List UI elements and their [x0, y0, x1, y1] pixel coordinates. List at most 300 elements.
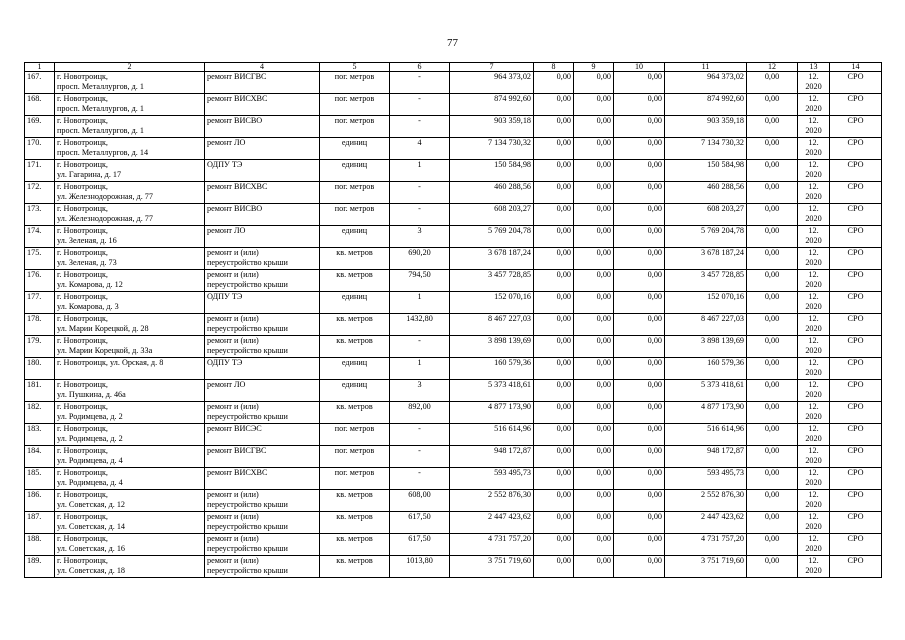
- value-cell: 0,00: [574, 512, 614, 534]
- deadline-cell-line: 12.: [808, 336, 819, 345]
- work-type-cell-line: ОДПУ ТЭ: [207, 358, 243, 367]
- work-type-cell-line: переустройство крыши: [207, 543, 288, 553]
- deadline-cell: [798, 358, 830, 380]
- total-cost-cell: 160 579,36: [450, 358, 534, 380]
- unit-cell: кв. метров: [320, 270, 390, 292]
- value-cell: 0,00: [574, 446, 614, 468]
- value-cell: 0,00: [574, 314, 614, 336]
- work-type-cell: [205, 468, 320, 490]
- address-cell-line: ул. Советская, д. 16: [57, 543, 126, 553]
- total-cost-cell: 150 584,98: [450, 160, 534, 182]
- deadline-cell-line: 2020: [805, 169, 822, 179]
- deadline-cell-line: 2020: [805, 499, 822, 509]
- row-number: 178.: [25, 314, 55, 336]
- table-row: [25, 270, 882, 292]
- work-type-cell: [205, 160, 320, 182]
- work-type-cell-line: ремонт и (или): [207, 556, 259, 565]
- address-cell-line: ул. Гагарина, д. 17: [57, 169, 122, 179]
- value-cell: 0,00: [534, 336, 574, 358]
- address-cell-line: ул. Советская, д. 14: [57, 521, 126, 531]
- deadline-cell-line: 12.: [808, 556, 819, 565]
- address-cell: [55, 138, 205, 160]
- quantity-cell: 617,50: [390, 534, 450, 556]
- quantity-cell: -: [390, 468, 450, 490]
- row-number: 169.: [25, 116, 55, 138]
- deadline-cell-line: 12.: [808, 490, 819, 499]
- cost-cell: 2 552 876,30: [665, 490, 747, 512]
- address-cell-line: просп. Металлургов, д. 1: [57, 103, 144, 113]
- deadline-cell-line: 12.: [808, 116, 819, 125]
- cost-cell: 903 359,18: [665, 116, 747, 138]
- quantity-cell: 3: [390, 380, 450, 402]
- quantity-cell: 617,50: [390, 512, 450, 534]
- value-cell: 0,00: [747, 424, 798, 446]
- table-row: [25, 424, 882, 446]
- work-type-cell: [205, 358, 320, 380]
- funding-source-cell: СРО: [830, 402, 882, 424]
- table-row: [25, 380, 882, 402]
- quantity-cell: 1013,80: [390, 556, 450, 578]
- deadline-cell: [798, 160, 830, 182]
- quantity-cell: -: [390, 204, 450, 226]
- deadline-cell: [798, 512, 830, 534]
- work-type-cell: [205, 490, 320, 512]
- deadline-cell: [798, 292, 830, 314]
- table-row: [25, 116, 882, 138]
- work-type-cell: [205, 314, 320, 336]
- table-row: [25, 204, 882, 226]
- address-cell-line: г. Новотроицк,: [57, 468, 108, 477]
- deadline-cell-line: 12.: [808, 402, 819, 411]
- deadline-cell-line: 2020: [805, 191, 822, 201]
- deadline-cell-line: 12.: [808, 204, 819, 213]
- unit-cell: единиц: [320, 226, 390, 248]
- cost-cell: 964 373,02: [665, 72, 747, 94]
- work-type-cell: [205, 380, 320, 402]
- total-cost-cell: 593 495,73: [450, 468, 534, 490]
- work-type-cell-line: переустройство крыши: [207, 345, 288, 355]
- work-type-cell-line: ремонт и (или): [207, 534, 259, 543]
- address-cell-line: г. Новотроицк,: [57, 336, 108, 345]
- value-cell: 0,00: [574, 94, 614, 116]
- deadline-cell: [798, 182, 830, 204]
- value-cell: 0,00: [574, 358, 614, 380]
- value-cell: 0,00: [747, 116, 798, 138]
- value-cell: 0,00: [574, 270, 614, 292]
- address-cell-line: г. Новотроицк,: [57, 226, 108, 235]
- address-cell: [55, 490, 205, 512]
- value-cell: 0,00: [614, 116, 665, 138]
- deadline-cell-line: 2020: [805, 235, 822, 245]
- address-cell-line: г. Новотроицк,: [57, 94, 108, 103]
- row-number: 177.: [25, 292, 55, 314]
- value-cell: 0,00: [534, 72, 574, 94]
- deadline-cell-line: 12.: [808, 248, 819, 257]
- row-number: 187.: [25, 512, 55, 534]
- table-row: [25, 160, 882, 182]
- unit-cell: кв. метров: [320, 248, 390, 270]
- address-cell-line: г. Новотроицк,: [57, 446, 108, 455]
- value-cell: 0,00: [747, 512, 798, 534]
- row-number: 171.: [25, 160, 55, 182]
- deadline-cell-line: 12.: [808, 160, 819, 169]
- value-cell: 0,00: [574, 116, 614, 138]
- value-cell: 0,00: [534, 314, 574, 336]
- work-type-cell: [205, 226, 320, 248]
- work-type-cell: [205, 204, 320, 226]
- cost-cell: 160 579,36: [665, 358, 747, 380]
- deadline-cell-line: 2020: [805, 411, 822, 421]
- work-type-cell-line: ремонт ВИСВО: [207, 204, 263, 213]
- unit-cell: кв. метров: [320, 512, 390, 534]
- value-cell: 0,00: [534, 204, 574, 226]
- cost-cell: 2 447 423,62: [665, 512, 747, 534]
- column-header: 13: [798, 63, 830, 72]
- work-type-cell-line: ремонт ЛО: [207, 226, 246, 235]
- address-cell: [55, 270, 205, 292]
- work-type-cell: [205, 248, 320, 270]
- total-cost-cell: 608 203,27: [450, 204, 534, 226]
- total-cost-cell: 4 877 173,90: [450, 402, 534, 424]
- deadline-cell-line: 12.: [808, 358, 819, 367]
- value-cell: 0,00: [747, 402, 798, 424]
- row-number: 175.: [25, 248, 55, 270]
- quantity-cell: 1: [390, 358, 450, 380]
- work-type-cell: [205, 336, 320, 358]
- deadline-cell-line: 12.: [808, 72, 819, 81]
- column-header: 5: [320, 63, 390, 72]
- total-cost-cell: 948 172,87: [450, 446, 534, 468]
- quantity-cell: 4: [390, 138, 450, 160]
- cost-cell: 593 495,73: [665, 468, 747, 490]
- work-type-cell-line: переустройство крыши: [207, 565, 288, 575]
- table-row: [25, 94, 882, 116]
- unit-cell: кв. метров: [320, 556, 390, 578]
- deadline-cell-line: 2020: [805, 103, 822, 113]
- value-cell: 0,00: [574, 490, 614, 512]
- unit-cell: кв. метров: [320, 402, 390, 424]
- value-cell: 0,00: [534, 116, 574, 138]
- unit-cell: единиц: [320, 138, 390, 160]
- work-type-cell: [205, 512, 320, 534]
- deadline-cell: [798, 490, 830, 512]
- address-cell-line: г. Новотроицк,: [57, 182, 108, 191]
- deadline-cell-line: 12.: [808, 512, 819, 521]
- row-number: 186.: [25, 490, 55, 512]
- value-cell: 0,00: [574, 226, 614, 248]
- value-cell: 0,00: [574, 248, 614, 270]
- quantity-cell: -: [390, 94, 450, 116]
- total-cost-cell: 3 678 187,24: [450, 248, 534, 270]
- unit-cell: кв. метров: [320, 534, 390, 556]
- address-cell-line: ул. Родимцева, д. 2: [57, 411, 123, 421]
- address-cell: [55, 468, 205, 490]
- cost-cell: 948 172,87: [665, 446, 747, 468]
- address-cell-line: г. Новотроицк,: [57, 556, 108, 565]
- address-cell-line: ул. Комарова, д. 12: [57, 279, 123, 289]
- row-number: 179.: [25, 336, 55, 358]
- funding-source-cell: СРО: [830, 358, 882, 380]
- value-cell: 0,00: [574, 380, 614, 402]
- total-cost-cell: 3 751 719,60: [450, 556, 534, 578]
- address-cell: [55, 160, 205, 182]
- value-cell: 0,00: [614, 402, 665, 424]
- address-cell-line: ул. Марии Корецкой, д. 28: [57, 323, 149, 333]
- value-cell: 0,00: [614, 534, 665, 556]
- quantity-cell: 608,00: [390, 490, 450, 512]
- row-number: 183.: [25, 424, 55, 446]
- row-number: 170.: [25, 138, 55, 160]
- quantity-cell: 1: [390, 160, 450, 182]
- value-cell: 0,00: [574, 424, 614, 446]
- deadline-cell: [798, 270, 830, 292]
- cost-cell: 460 288,56: [665, 182, 747, 204]
- quantity-cell: -: [390, 336, 450, 358]
- row-number: 185.: [25, 468, 55, 490]
- table-row: [25, 226, 882, 248]
- unit-cell: единиц: [320, 292, 390, 314]
- value-cell: 0,00: [747, 380, 798, 402]
- deadline-cell-line: 2020: [805, 477, 822, 487]
- value-cell: 0,00: [614, 248, 665, 270]
- address-cell-line: г. Новотроицк,: [57, 248, 108, 257]
- deadline-cell-line: 2020: [805, 323, 822, 333]
- value-cell: 0,00: [747, 490, 798, 512]
- funding-source-cell: СРО: [830, 226, 882, 248]
- address-cell-line: г. Новотроицк,: [57, 534, 108, 543]
- deadline-cell-line: 12.: [808, 314, 819, 323]
- column-header: 2: [55, 63, 205, 72]
- value-cell: 0,00: [574, 292, 614, 314]
- column-header: 11: [665, 63, 747, 72]
- address-cell: [55, 182, 205, 204]
- work-type-cell-line: ОДПУ ТЭ: [207, 292, 243, 301]
- row-number: 182.: [25, 402, 55, 424]
- address-cell-line: г. Новотроицк,: [57, 380, 108, 389]
- address-cell-line: ул. Советская, д. 12: [57, 499, 126, 509]
- row-number: 172.: [25, 182, 55, 204]
- address-cell-line: г. Новотроицк,: [57, 402, 108, 411]
- total-cost-cell: 516 614,96: [450, 424, 534, 446]
- unit-cell: пог. метров: [320, 182, 390, 204]
- value-cell: 0,00: [747, 182, 798, 204]
- address-cell: [55, 402, 205, 424]
- value-cell: 0,00: [534, 424, 574, 446]
- row-number: 188.: [25, 534, 55, 556]
- deadline-cell-line: 2020: [805, 455, 822, 465]
- value-cell: 0,00: [614, 182, 665, 204]
- value-cell: 0,00: [747, 270, 798, 292]
- deadline-cell: [798, 446, 830, 468]
- work-type-cell-line: ремонт ВИСГВС: [207, 446, 267, 455]
- deadline-cell: [798, 424, 830, 446]
- deadline-cell: [798, 336, 830, 358]
- work-type-cell-line: ремонт и (или): [207, 402, 259, 411]
- cost-cell: 608 203,27: [665, 204, 747, 226]
- repair-schedule-table: [24, 62, 882, 578]
- cost-cell: 874 992,60: [665, 94, 747, 116]
- deadline-cell-line: 2020: [805, 565, 822, 575]
- deadline-cell: [798, 556, 830, 578]
- work-type-cell-line: ремонт и (или): [207, 512, 259, 521]
- address-cell-line: г. Новотроицк, ул. Орская, д. 8: [57, 358, 164, 367]
- funding-source-cell: СРО: [830, 336, 882, 358]
- value-cell: 0,00: [534, 358, 574, 380]
- deadline-cell: [798, 116, 830, 138]
- value-cell: 0,00: [614, 512, 665, 534]
- deadline-cell: [798, 226, 830, 248]
- value-cell: 0,00: [534, 94, 574, 116]
- value-cell: 0,00: [534, 182, 574, 204]
- quantity-cell: -: [390, 446, 450, 468]
- value-cell: 0,00: [614, 424, 665, 446]
- value-cell: 0,00: [747, 138, 798, 160]
- value-cell: 0,00: [574, 72, 614, 94]
- address-cell: [55, 512, 205, 534]
- address-cell: [55, 72, 205, 94]
- value-cell: 0,00: [534, 248, 574, 270]
- table-row: [25, 556, 882, 578]
- value-cell: 0,00: [614, 138, 665, 160]
- work-type-cell: [205, 534, 320, 556]
- deadline-cell-line: 12.: [808, 380, 819, 389]
- unit-cell: единиц: [320, 358, 390, 380]
- cost-cell: 3 751 719,60: [665, 556, 747, 578]
- value-cell: 0,00: [614, 72, 665, 94]
- work-type-cell-line: ОДПУ ТЭ: [207, 160, 243, 169]
- quantity-cell: -: [390, 424, 450, 446]
- total-cost-cell: 964 373,02: [450, 72, 534, 94]
- deadline-cell-line: 2020: [805, 301, 822, 311]
- work-type-cell-line: ремонт ВИСВО: [207, 116, 263, 125]
- work-type-cell-line: ремонт ВИСХВС: [207, 94, 268, 103]
- column-header: 10: [614, 63, 665, 72]
- work-type-cell: [205, 292, 320, 314]
- cost-cell: 5 769 204,78: [665, 226, 747, 248]
- total-cost-cell: 8 467 227,03: [450, 314, 534, 336]
- column-header: 7: [450, 63, 534, 72]
- deadline-cell-line: 12.: [808, 446, 819, 455]
- column-header: 6: [390, 63, 450, 72]
- value-cell: 0,00: [534, 226, 574, 248]
- address-cell: [55, 204, 205, 226]
- unit-cell: единиц: [320, 160, 390, 182]
- table-row: [25, 72, 882, 94]
- work-type-cell-line: ремонт ВИСХВС: [207, 182, 268, 191]
- column-header: 1: [25, 63, 55, 72]
- table-row: [25, 314, 882, 336]
- total-cost-cell: 152 070,16: [450, 292, 534, 314]
- deadline-cell: [798, 94, 830, 116]
- total-cost-cell: 460 288,56: [450, 182, 534, 204]
- value-cell: 0,00: [574, 556, 614, 578]
- total-cost-cell: 874 992,60: [450, 94, 534, 116]
- funding-source-cell: СРО: [830, 94, 882, 116]
- quantity-cell: 3: [390, 226, 450, 248]
- work-type-cell-line: ремонт ЛО: [207, 380, 246, 389]
- row-number: 173.: [25, 204, 55, 226]
- value-cell: 0,00: [747, 72, 798, 94]
- work-type-cell-line: ремонт и (или): [207, 270, 259, 279]
- funding-source-cell: СРО: [830, 138, 882, 160]
- cost-cell: 8 467 227,03: [665, 314, 747, 336]
- value-cell: 0,00: [747, 160, 798, 182]
- total-cost-cell: 4 731 757,20: [450, 534, 534, 556]
- quantity-cell: 794,50: [390, 270, 450, 292]
- address-cell-line: ул. Родимцева, д. 2: [57, 433, 123, 443]
- column-header: 4: [205, 63, 320, 72]
- deadline-cell-line: 12.: [808, 534, 819, 543]
- total-cost-cell: 5 769 204,78: [450, 226, 534, 248]
- work-type-cell-line: ремонт и (или): [207, 248, 259, 257]
- value-cell: 0,00: [574, 160, 614, 182]
- value-cell: 0,00: [614, 468, 665, 490]
- deadline-cell-line: 2020: [805, 279, 822, 289]
- work-type-cell: [205, 94, 320, 116]
- value-cell: 0,00: [747, 94, 798, 116]
- address-cell-line: г. Новотроицк,: [57, 270, 108, 279]
- table-row: [25, 138, 882, 160]
- deadline-cell: [798, 402, 830, 424]
- work-type-cell-line: переустройство крыши: [207, 257, 288, 267]
- total-cost-cell: 903 359,18: [450, 116, 534, 138]
- address-cell-line: г. Новотроицк,: [57, 292, 108, 301]
- table-row: [25, 512, 882, 534]
- cost-cell: 5 373 418,61: [665, 380, 747, 402]
- value-cell: 0,00: [747, 204, 798, 226]
- cost-cell: 152 070,16: [665, 292, 747, 314]
- deadline-cell-line: 2020: [805, 389, 822, 399]
- work-type-cell-line: ремонт ВИСГВС: [207, 72, 267, 81]
- deadline-cell-line: 2020: [805, 521, 822, 531]
- address-cell: [55, 292, 205, 314]
- value-cell: 0,00: [614, 292, 665, 314]
- deadline-cell-line: 2020: [805, 81, 822, 91]
- address-cell-line: ул. Комарова, д. 3: [57, 301, 119, 311]
- address-cell-line: ул. Родимцева, д. 4: [57, 477, 123, 487]
- work-type-cell-line: ремонт ВИСХВС: [207, 468, 268, 477]
- value-cell: 0,00: [534, 160, 574, 182]
- deadline-cell: [798, 72, 830, 94]
- value-cell: 0,00: [747, 336, 798, 358]
- deadline-cell-line: 2020: [805, 433, 822, 443]
- value-cell: 0,00: [614, 556, 665, 578]
- address-cell: [55, 248, 205, 270]
- value-cell: 0,00: [614, 446, 665, 468]
- deadline-cell-line: 2020: [805, 125, 822, 135]
- table-row: [25, 336, 882, 358]
- deadline-cell-line: 2020: [805, 367, 822, 377]
- quantity-cell: -: [390, 182, 450, 204]
- quantity-cell: -: [390, 116, 450, 138]
- address-cell: [55, 424, 205, 446]
- table-row: [25, 292, 882, 314]
- quantity-cell: 892,00: [390, 402, 450, 424]
- work-type-cell-line: ремонт и (или): [207, 336, 259, 345]
- address-cell: [55, 116, 205, 138]
- funding-source-cell: СРО: [830, 270, 882, 292]
- funding-source-cell: СРО: [830, 534, 882, 556]
- value-cell: 0,00: [747, 446, 798, 468]
- work-type-cell: [205, 270, 320, 292]
- table-row: [25, 182, 882, 204]
- table-row: [25, 358, 882, 380]
- value-cell: 0,00: [614, 226, 665, 248]
- value-cell: 0,00: [534, 446, 574, 468]
- value-cell: 0,00: [747, 556, 798, 578]
- unit-cell: кв. метров: [320, 490, 390, 512]
- column-number-row: [25, 63, 882, 72]
